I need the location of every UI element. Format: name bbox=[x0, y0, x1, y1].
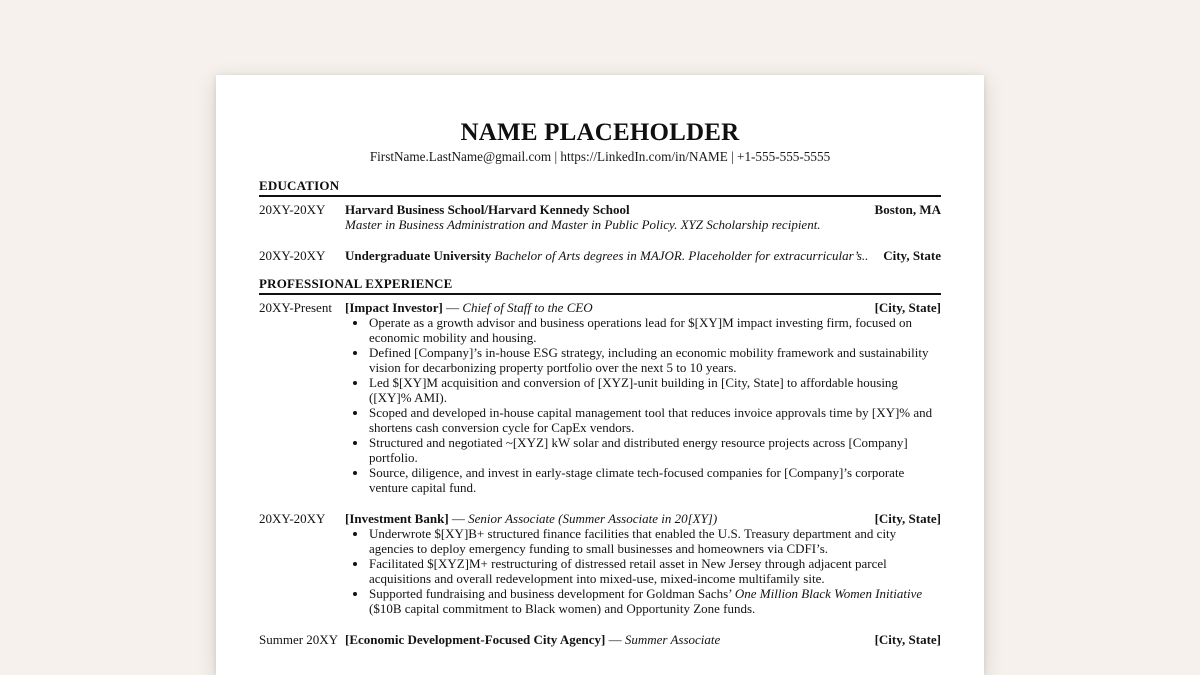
company-role-wrap bbox=[345, 632, 863, 647]
bullet-item: • Structured and negotiated ~[XYZ] kW solar and distributed energy resource projects across [Company] portfolio. bbox=[368, 435, 941, 465]
experience-entry bbox=[259, 511, 941, 616]
degree-detail: Master in Business Administration and Master in Public Policy. XYZ Scholarship recipient. bbox=[345, 217, 821, 232]
company-name: [Impact Investor] bbox=[345, 300, 443, 315]
education-entry-header bbox=[259, 248, 941, 263]
location: City, State bbox=[883, 248, 941, 263]
bullet-item: • Operate as a growth advisor and business operations lead for $[XY]M impact investing firm, focused on economic mobility and housing. bbox=[368, 315, 941, 345]
bullet-item: • Defined [Company]’s in-house ESG strategy, including an economic mobility framework and sustainability vision for decarbonizing property portfolio over the next 5 to 10 years. bbox=[368, 345, 941, 375]
bullet-item: • Source, diligence, and invest in early-stage climate tech-focused companies for [Company]’s corporate venture capital fund. bbox=[368, 465, 941, 495]
bullet-item: • Scoped and developed in-house capital management tool that reduces invoice approvals time by [XY]% and shortens cash conversion cycle for CapEx vendors. bbox=[368, 405, 941, 435]
company-name: [Investment Bank] bbox=[345, 511, 449, 526]
resume-page bbox=[216, 75, 984, 675]
company-role-wrap bbox=[345, 300, 863, 315]
degree-detail: Bachelor of Arts degrees in MAJOR. Placeholder for extracurricular’s.. bbox=[494, 248, 869, 263]
location: [City, State] bbox=[874, 632, 941, 647]
experience-entry-header bbox=[259, 300, 941, 315]
job-title: Chief of Staff to the CEO bbox=[462, 300, 593, 315]
resume-content bbox=[216, 75, 984, 647]
education-entry bbox=[259, 202, 941, 232]
bullet-text: Supported fundraising and business development for Goldman Sachs’ bbox=[369, 586, 735, 601]
location: [City, State] bbox=[874, 300, 941, 315]
bullet-italic-text: One Million Black Women Initiative bbox=[734, 586, 923, 601]
education-entry bbox=[259, 248, 941, 263]
dash-separator: — bbox=[608, 632, 622, 647]
location: [City, State] bbox=[874, 511, 941, 526]
school-name-wrap bbox=[345, 248, 871, 263]
bullet-list bbox=[345, 315, 941, 495]
location: Boston, MA bbox=[874, 202, 941, 217]
bullet-item bbox=[368, 586, 941, 616]
date-range: Summer 20XY bbox=[259, 632, 339, 647]
school-name-wrap bbox=[345, 202, 863, 217]
dash-separator: — bbox=[451, 511, 465, 526]
experience-entry bbox=[259, 632, 941, 647]
bullet-list bbox=[345, 526, 941, 616]
date-range: 20XY-Present bbox=[259, 300, 332, 315]
experience-section bbox=[259, 295, 941, 647]
experience-entry bbox=[259, 300, 941, 495]
experience-entry-header bbox=[259, 632, 941, 647]
school-name: Undergraduate University bbox=[345, 248, 492, 263]
school-name: Harvard Business School/Harvard Kennedy School bbox=[345, 202, 630, 217]
education-entry-header bbox=[259, 202, 941, 217]
experience-entry-header bbox=[259, 511, 941, 526]
contact-info: FirstName.LastName@gmail.com | https://LinkedIn.com/in/NAME | +1-555-555-5555 bbox=[369, 149, 831, 164]
section-heading-education: EDUCATION bbox=[259, 178, 941, 197]
section-heading-experience: PROFESSIONAL EXPERIENCE bbox=[259, 276, 941, 295]
bullet-text: ($10B capital commitment to Black women) and Opportunity Zone funds. bbox=[369, 601, 756, 616]
education-section bbox=[259, 197, 941, 263]
company-role-wrap bbox=[345, 511, 863, 526]
job-title: Summer Associate bbox=[624, 632, 721, 647]
job-title: Senior Associate (Summer Associate in 20[XY]) bbox=[468, 511, 718, 526]
bullet-item: • Led $[XY]M acquisition and conversion of [XYZ]-unit building in [City, State] to affordable housing ([XY]% AMI). bbox=[368, 375, 941, 405]
date-range: 20XY-20XY bbox=[259, 248, 326, 263]
bullet-item: • Underwrote $[XY]B+ structured finance facilities that enabled the U.S. Treasury department and city agencies to deploy emergency funding to small businesses and homeowners via CDFI’s. bbox=[368, 526, 941, 556]
company-name: [Economic Development-Focused City Agency] bbox=[345, 632, 606, 647]
candidate-name: NAME PLACEHOLDER bbox=[460, 119, 740, 146]
date-range: 20XY-20XY bbox=[259, 202, 326, 217]
dash-separator: — bbox=[446, 300, 460, 315]
bullet-item: • Facilitated $[XYZ]M+ restructuring of distressed retail asset in New Jersey through adjacent parcel acquisitions and overall redevelopment into mixed-use, mixed-income multifamily site. bbox=[368, 556, 941, 586]
date-range: 20XY-20XY bbox=[259, 511, 326, 526]
